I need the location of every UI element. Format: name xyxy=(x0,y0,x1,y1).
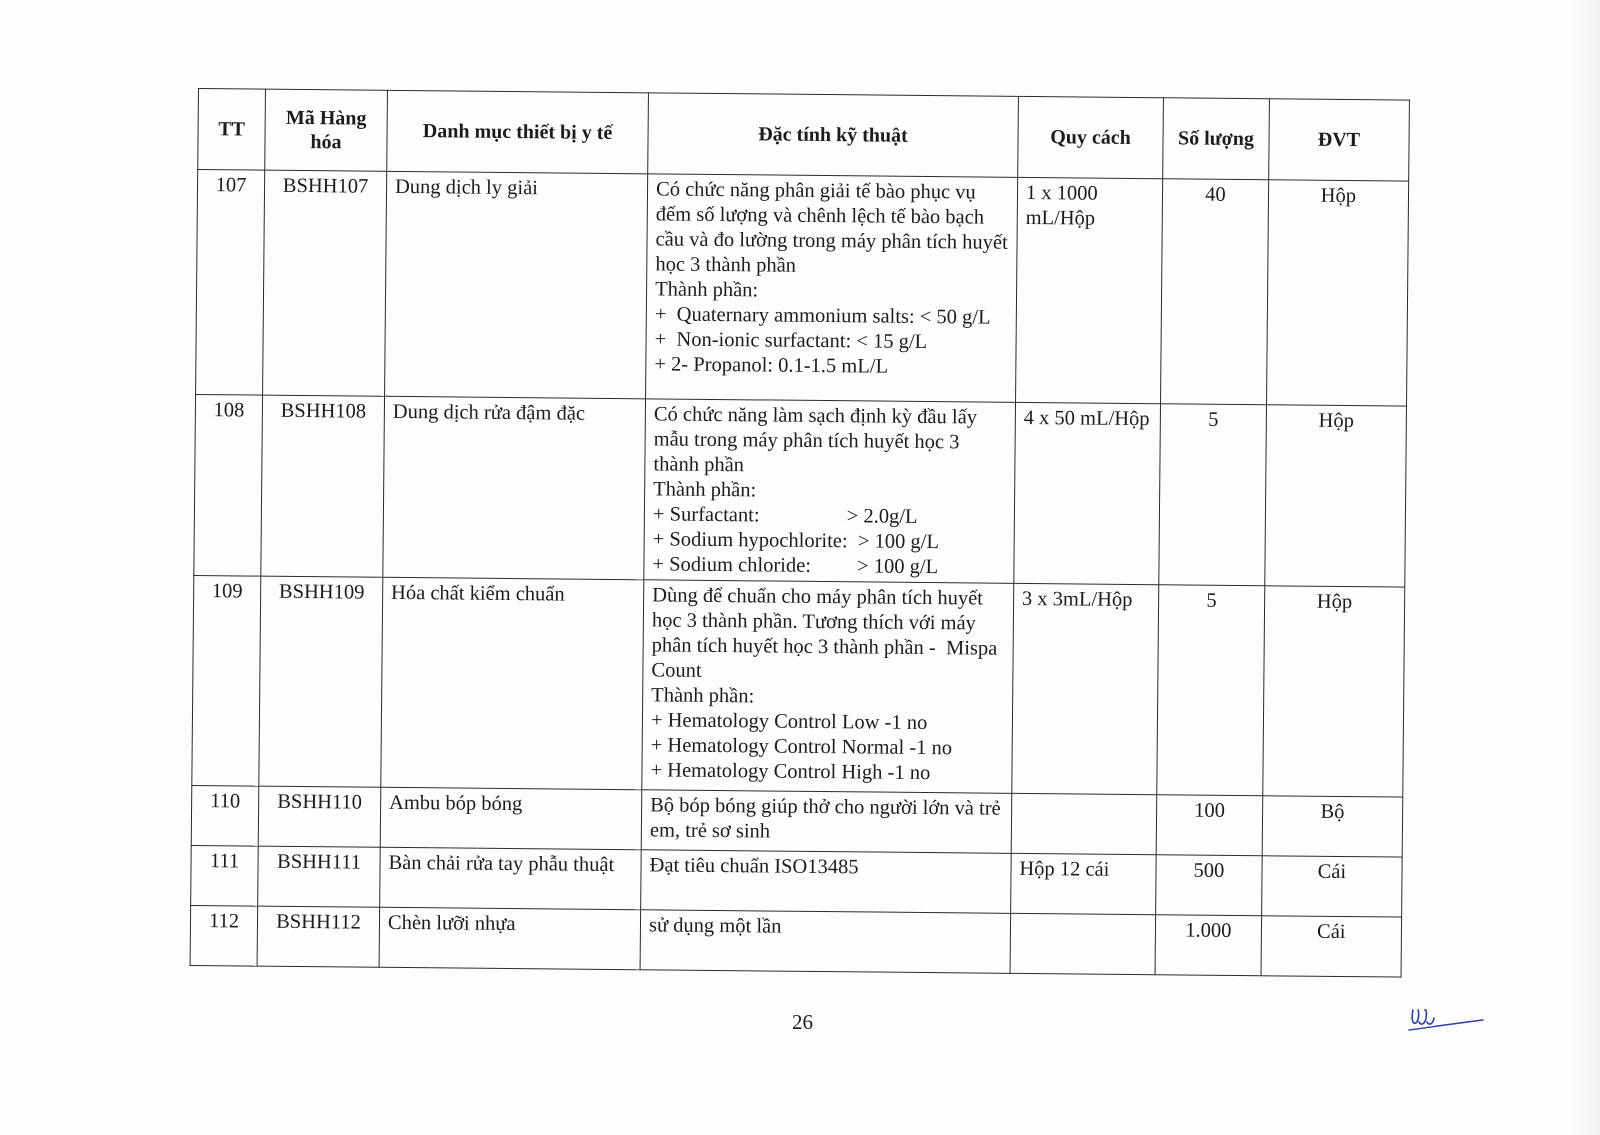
table-row xyxy=(194,394,1407,587)
spec-line: Có chức năng phân giải tế bào phục vụ đếm số lượng và chênh lệch tế bào bạch cầu và đo lường trong máy phân tích huyết học 3 thành phần xyxy=(655,178,1013,277)
row-packaging xyxy=(1011,793,1157,854)
row-code: BSHH108 xyxy=(261,395,385,577)
spec-line: Thành phần: xyxy=(653,478,757,502)
initials-signature-icon xyxy=(1405,1000,1485,1036)
row-name: Ambu bóp bóng xyxy=(380,787,642,850)
row-tt: 110 xyxy=(191,785,259,846)
equipment-table xyxy=(190,88,1410,978)
row-code: BSHH112 xyxy=(257,906,379,967)
row-packaging: 1 x 1000 mL/Hộp xyxy=(1015,177,1162,403)
row-quantity: 5 xyxy=(1157,585,1265,796)
spec-line: Có chức năng làm sạch định kỳ đầu lấy mẫu trong máy phân tích huyết học 3 thành phần xyxy=(653,403,983,477)
spec-line: sử dụng một lần xyxy=(648,914,782,938)
header-quantity: Số lượng xyxy=(1163,98,1269,180)
row-quantity: 500 xyxy=(1156,855,1262,916)
spec-line: Bộ bóp bóng giúp thở cho người lớn và trẻ em, trẻ sơ sinh xyxy=(649,794,1006,843)
spec-line: + Hematology Control High -1 no xyxy=(650,759,931,785)
row-name: Chèn lưỡi nhựa xyxy=(379,907,641,970)
row-quantity: 5 xyxy=(1159,404,1266,586)
row-code: BSHH109 xyxy=(259,576,383,787)
row-spec xyxy=(646,174,1018,403)
row-unit: Hộp xyxy=(1263,586,1405,797)
row-spec xyxy=(641,790,1011,854)
header-name: Danh mục thiết bị y tế xyxy=(387,90,649,174)
spec-line: Thành phần: xyxy=(655,278,759,302)
spec-line: + Sodium hypochlorite: > 100 g/L xyxy=(652,528,940,554)
header-packaging: Quy cách xyxy=(1018,96,1164,178)
row-code: BSHH110 xyxy=(258,786,380,847)
header-spec: Đặc tính kỹ thuật xyxy=(648,93,1019,178)
row-unit: Cái xyxy=(1261,856,1402,917)
spec-line: + Hematology Control Low -1 no xyxy=(650,709,928,735)
row-quantity: 1.000 xyxy=(1155,915,1261,976)
spec-line: + Hematology Control Normal -1 no xyxy=(650,734,953,760)
row-unit: Cái xyxy=(1261,916,1402,977)
header-code: Mã Hàng hóa xyxy=(265,89,388,171)
row-name: Bàn chải rửa tay phẫu thuật xyxy=(380,847,642,910)
row-quantity: 40 xyxy=(1161,179,1269,405)
row-tt: 109 xyxy=(192,575,261,786)
row-name: Dung dịch ly giải xyxy=(385,171,648,398)
row-code: BSHH107 xyxy=(263,170,387,396)
page-number: 26 xyxy=(792,1010,813,1034)
row-packaging: 3 x 3mL/Hộp xyxy=(1012,583,1159,794)
row-unit: Hộp xyxy=(1266,180,1408,406)
spec-line: Dùng để chuẩn cho máy phân tích huyết học 3 thành phần. Tương thích với máy phân tích huyết học 3 thành phần - Mispa Count xyxy=(651,584,1003,682)
table-row xyxy=(190,905,1402,977)
row-tt: 108 xyxy=(194,394,263,576)
row-packaging: 4 x 50 mL/Hộp xyxy=(1014,402,1161,584)
row-tt: 112 xyxy=(190,905,258,966)
spec-line: + Sodium chloride: > 100 g/L xyxy=(652,553,939,579)
row-packaging: Hộp 12 cái xyxy=(1010,853,1156,914)
row-spec xyxy=(641,850,1011,914)
row-name: Hóa chất kiểm chuẩn xyxy=(381,577,644,789)
table-header-row xyxy=(198,89,1410,182)
row-spec xyxy=(642,580,1014,794)
row-quantity: 100 xyxy=(1156,795,1262,856)
header-unit: ĐVT xyxy=(1268,99,1409,181)
spec-line: + 2- Propanol: 0.1-1.5 mL/L xyxy=(654,353,889,378)
row-unit: Bộ xyxy=(1262,796,1403,857)
row-spec xyxy=(640,910,1010,974)
row-name: Dung dịch rửa đậm đặc xyxy=(383,396,646,579)
scan-edge-shadow xyxy=(1570,0,1600,1135)
row-code: BSHH111 xyxy=(258,846,380,907)
spec-line: Đạt tiêu chuẩn ISO13485 xyxy=(649,854,859,879)
spec-line: Thành phần: xyxy=(651,684,755,708)
row-unit: Hộp xyxy=(1265,405,1407,587)
row-packaging xyxy=(1010,913,1156,974)
header-tt: TT xyxy=(198,89,266,171)
spec-line: + Quaternary ammonium salts: < 50 g/L xyxy=(654,303,991,329)
spec-line: + Surfactant: > 2.0g/L xyxy=(652,503,918,528)
row-tt: 111 xyxy=(191,845,259,906)
row-tt: 107 xyxy=(196,170,265,396)
row-spec xyxy=(644,399,1016,584)
spec-line: + Non-ionic surfactant: < 15 g/L xyxy=(654,328,928,354)
table-row xyxy=(192,575,1405,797)
table-row xyxy=(196,170,1409,407)
